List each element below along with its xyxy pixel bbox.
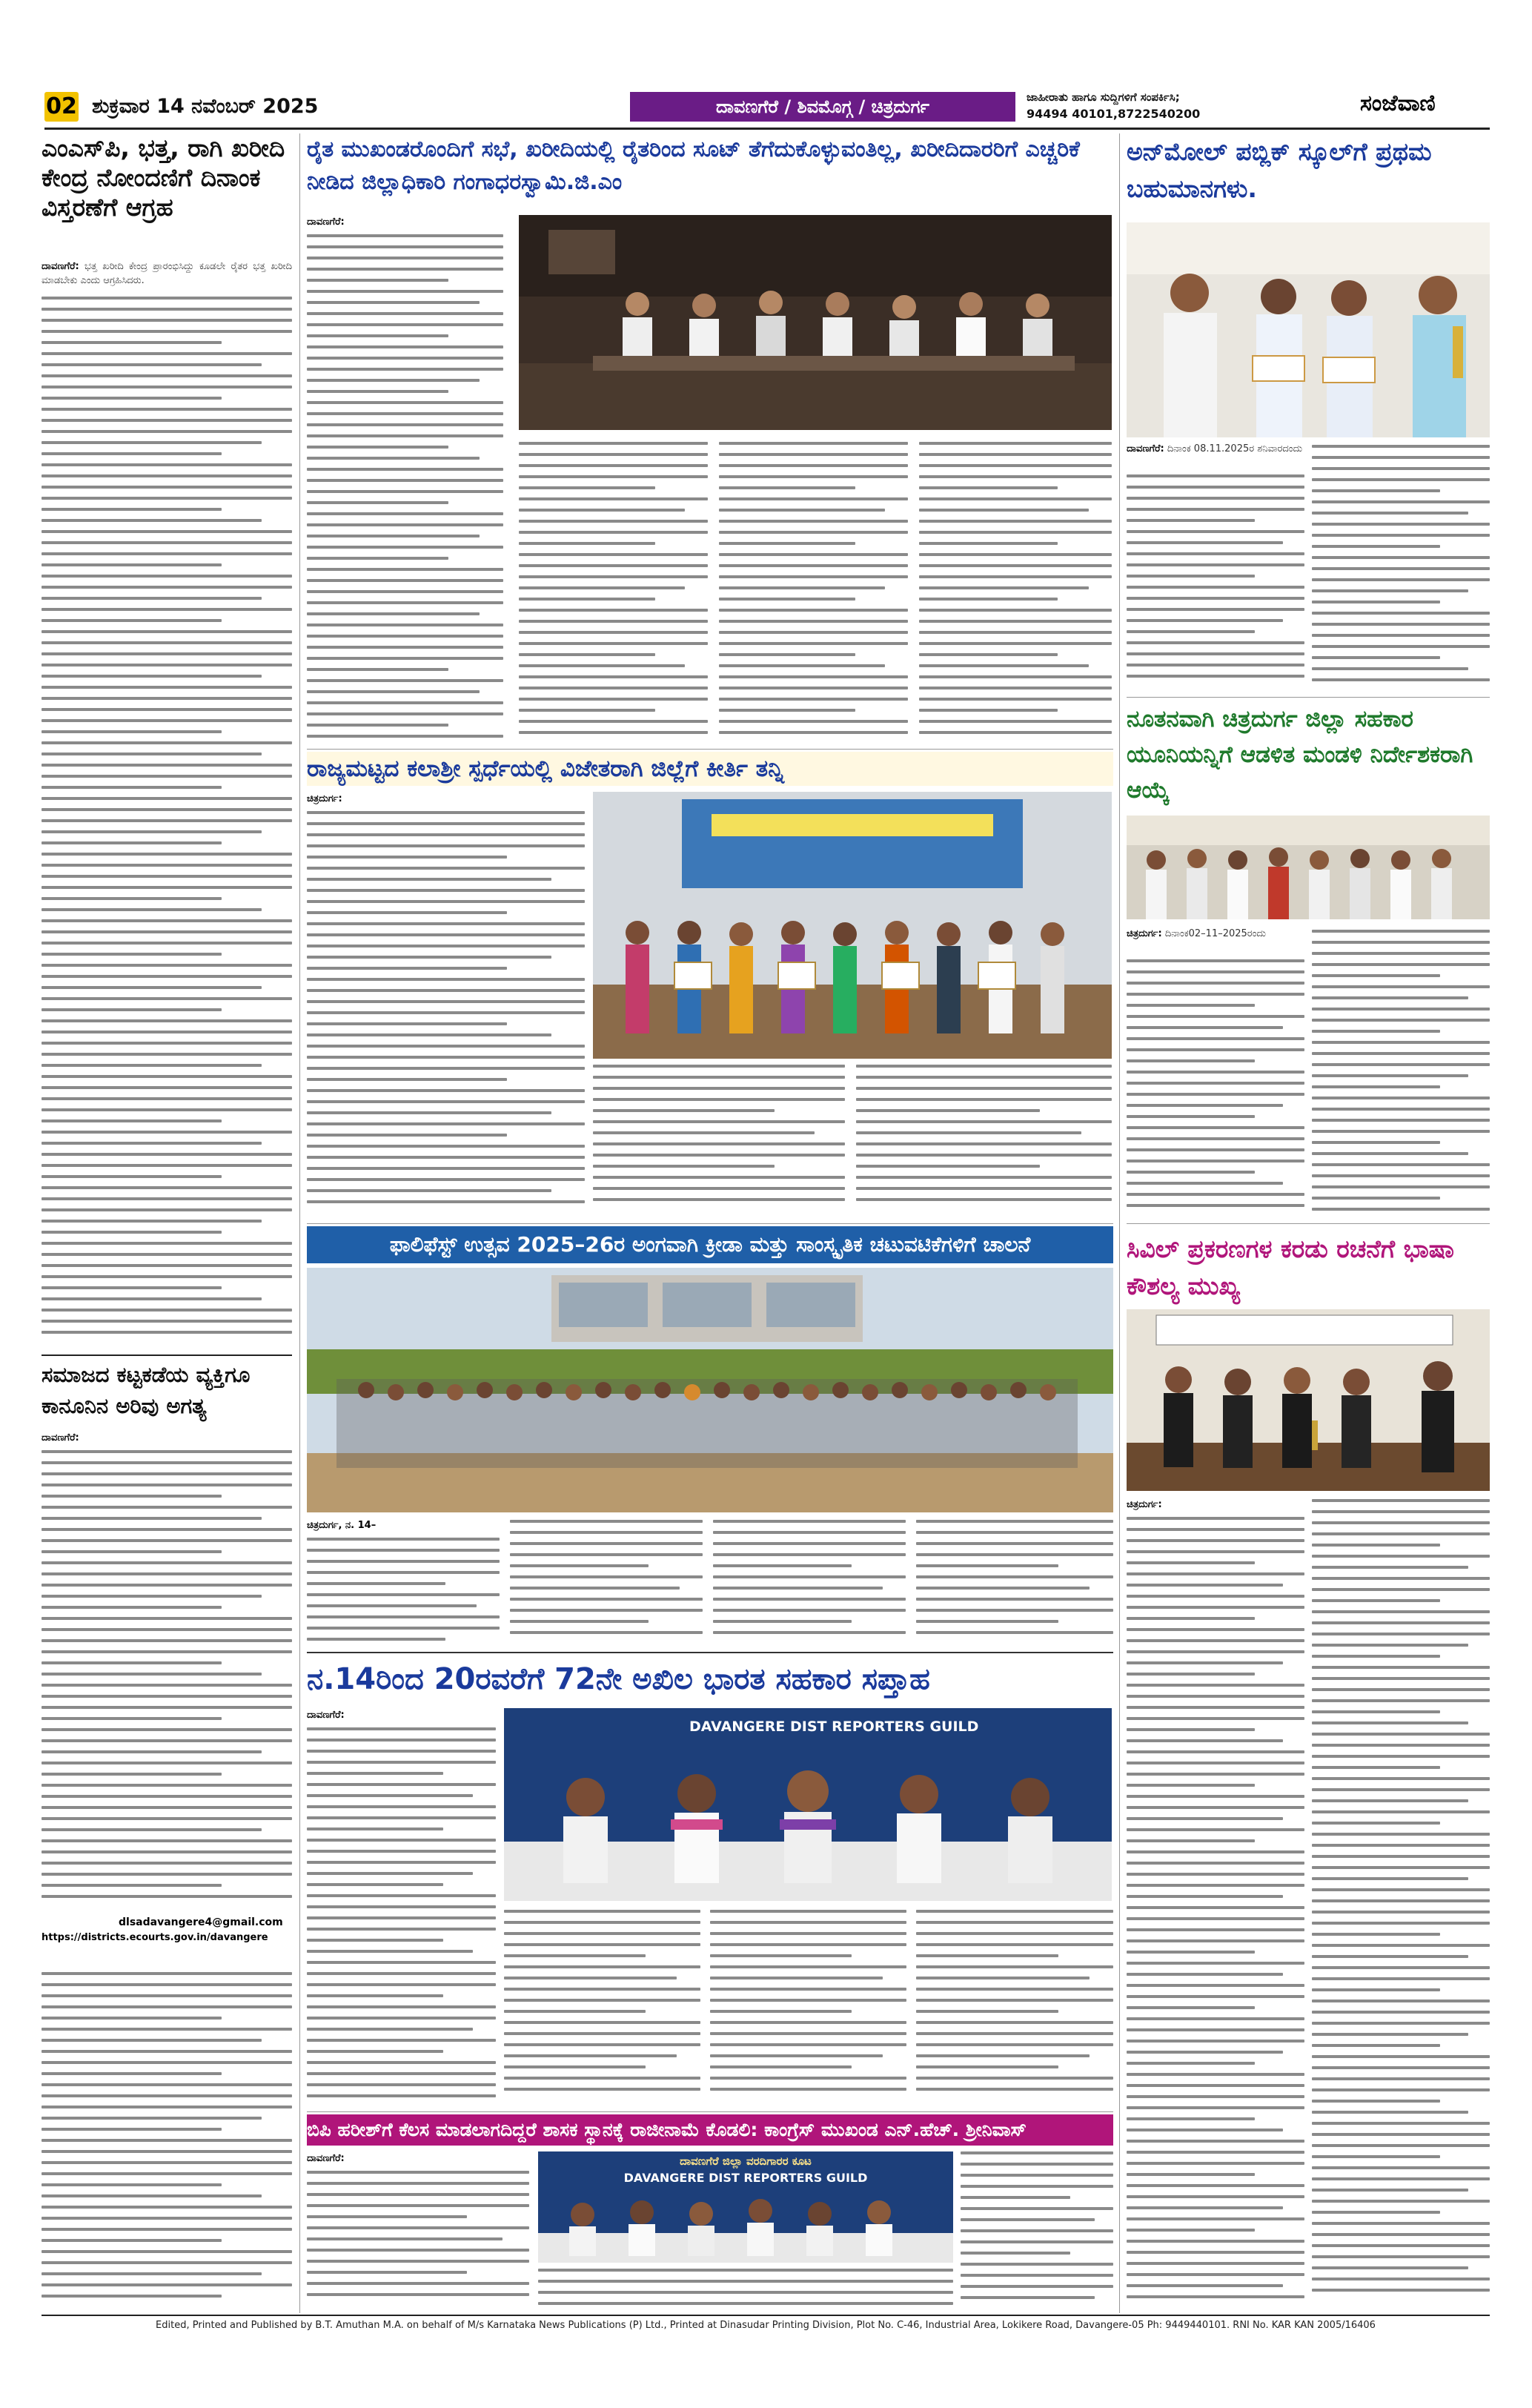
brand-logo: ಸಂಜೆವಾಣಿ [1360, 90, 1436, 116]
coop-week-col2-text [504, 1910, 700, 2106]
civil-dateline-text: ಚಿತ್ರದುರ್ಗ: [1127, 1499, 1162, 1510]
falifest-col1-text [307, 1538, 500, 1649]
headline-coop-week: ನ.14ರಿಂದ 20ರವರೆಗೆ 72ನೇ ಅಖಿಲ ಭಾರತ ಸಹಕಾರ ಸಪ್ತಾಹ [307, 1662, 930, 1696]
masthead [44, 90, 1490, 123]
col-rule-left [299, 133, 300, 2313]
col-rule-right-lower [1119, 1223, 1120, 2313]
headline-anmol: ಅನ್‌ಮೋಲ್ ಪಬ್ಲಿಕ್ ಸ್ಕೂಲ್‌ಗೆ ಪ್ರಥಮ ಬಹುಮಾನಗಳು. [1127, 137, 1432, 203]
edition-tag: ದಾವಣಗೆರೆ / ಶಿವಮೊಗ್ಗ / ಚಿತ್ರದುರ್ಗ [630, 92, 1015, 122]
falifest-dateline-text: ಚಿತ್ರದುರ್ಗ, ನ. 14– [307, 1520, 377, 1531]
falifest-photo [307, 1268, 1113, 1512]
coop-union-photo [1127, 816, 1490, 919]
kalashree-dateline [307, 792, 585, 807]
anmol-school-photo [1127, 222, 1490, 437]
coop-union-col2-text [1312, 930, 1490, 1219]
left-divider [42, 1354, 292, 1356]
kalashree-col1-text [307, 811, 585, 1219]
farmers-dateline-text: ದಾವಣಗೆರೆ: [307, 216, 345, 228]
congress-col3-text [538, 2269, 953, 2312]
coop-week-col4-text [916, 1910, 1113, 2106]
coop-union-lead-text: ದಿನಾಂಕ02–11–2025ರಂದು [1164, 928, 1266, 939]
kalashree-photo-image [593, 792, 1112, 1059]
legal-body-text-end [42, 1972, 292, 2313]
farmers-col4-text [919, 442, 1112, 746]
farmers-col2-text [519, 442, 708, 746]
congress-col2-text [961, 2151, 1113, 2312]
headline-congress: ಬಿಪಿ ಹರೀಶ್‌ಗೆ ಕೆಲಸ ಮಾಡಲಾಗದಿದ್ದರೆ ಶಾಸಕ ಸ್ಥಾನಕ್ಕೆ ರಾಜೀನಾಮೆ ಕೊಡಲಿ: ಕಾಂಗ್ರೆಸ್ ಮುಖಂಡ ಎನ್.ಹೆಚ್. ಶ್ರೀನಿವಾಸ್ [307, 2114, 1113, 2146]
msp-lead [42, 259, 292, 289]
headline-kalashree: ರಾಜ್ಯಮಟ್ಟದ ಕಲಾಶ್ರೀ ಸ್ಪರ್ಧೆಯಲ್ಲಿ ವಿಜೇತರಾಗಿ ಜಿಲ್ಲೆಗೆ ಕೀರ್ತಿ ತನ್ನಿ [307, 752, 1113, 786]
headline-coop-union: ನೂತನವಾಗಿ ಚಿತ್ರದುರ್ಗ ಜಿಲ್ಲಾ ಸಹಕಾರ ಯೂನಿಯನ್ನಿಗೆ ಆಡಳಿತ ಮಂಡಳಿ ನಿರ್ದೇಶಕರಾಗಿ ಆಯ್ಕೆ [1127, 706, 1473, 804]
page-number: 02 [44, 92, 79, 122]
coop-week-dateline-text: ದಾವಣಗೆರೆ: [307, 1710, 345, 1721]
falifest-col4-text [916, 1520, 1113, 1649]
congress-dateline-text: ದಾವಣಗೆರೆ: [307, 2153, 345, 2164]
kalashree-photo [593, 792, 1112, 1059]
center-divider-1 [307, 749, 1113, 750]
headline-civil: ಸಿವಿಲ್ ಪ್ರಕರಣಗಳ ಕರಡು ರಚನೆಗೆ ಭಾಷಾ ಕೌಶಲ್ಯ ಮುಖ್ಯ [1127, 1234, 1454, 1300]
legal-website-link[interactable]: https://districts.ecourts.gov.in/davangere [42, 1932, 268, 1943]
coop-week-dateline [307, 1708, 496, 1723]
center-divider-4 [307, 2111, 1113, 2112]
civil-col1-text [1127, 1517, 1304, 2310]
falifest-col3-text [713, 1520, 906, 1649]
congress-press-photo [538, 2151, 953, 2263]
civil-seminar-photo [1127, 1309, 1490, 1491]
right-divider-2 [1127, 1223, 1490, 1224]
col-rule-right [1119, 133, 1120, 1223]
congress-dateline [307, 2151, 529, 2166]
issue-date: ಶುಕ್ರವಾರ 14 ನವೆಂಬರ್ 2025 [92, 95, 319, 118]
reporters-guild-banner-en: DAVANGERE DIST REPORTERS GUILD [623, 2171, 868, 2185]
anmol-lead-text: ದಿನಾಂಕ 08.11.2025ರ ಶನಿವಾರದಂದು [1167, 443, 1303, 454]
right-divider-1 [1127, 697, 1490, 698]
farmers-dateline [307, 215, 503, 230]
msp-lead-text: ಭತ್ತ ಖರೀದಿ ಕೇಂದ್ರ ಪ್ರಾರಂಭಿಸಿದ್ದು ಕೂಡಲೇ ರೈತರ ಭತ್ತ ಖರೀದಿ ಮಾಡಬೇಕು ಎಂದು ಆಗ್ರಹಿಸಿದರು. [42, 261, 292, 286]
headline-msp: ಎಂಎಸ್‌ಪಿ, ಭತ್ತ, ರಾಗಿ ಖರೀದಿ ಕೇಂದ್ರ ನೋಂದಣಿಗೆ ದಿನಾಂಕ ವಿಸ್ತರಣೆಗೆ ಆಗ್ರಹ [42, 133, 285, 222]
coop-union-photo-image [1127, 816, 1490, 919]
farmers-meeting-photo [519, 215, 1112, 430]
kalashree-col2-text [593, 1065, 845, 1219]
imprint-line: Edited, Printed and Published by B.T. Amuthan M.A. on behalf of M/s Karnataka News Publications (P) Ltd., Printed at Dinasudar Printing Division, Plot No. C-46, Industrial Area, Lokikere Road, Davangere-05 Ph: 9449440101. RNI No. KAR KAN 2005/16406 [156, 2320, 1376, 2331]
reporters-guild-banner: DAVANGERE DIST REPORTERS GUILD [689, 1716, 926, 1738]
falifest-col2-text [510, 1520, 703, 1649]
center-divider-3 [307, 1652, 1113, 1653]
coop-union-lead [1127, 927, 1304, 956]
congress-photo-image [538, 2151, 953, 2263]
kalashree-col3-text [856, 1065, 1112, 1219]
legal-dateline [42, 1431, 292, 1446]
msp-body-text [42, 297, 292, 1349]
masthead-rule [44, 128, 1490, 130]
kalashree-dateline-text: ಚಿತ್ರದುರ್ಗ: [307, 793, 342, 804]
msp-dateline: ದಾವಣಗೆರೆ: [42, 261, 79, 272]
civil-photo-image [1127, 1309, 1490, 1491]
coop-union-col1-text [1127, 959, 1304, 1219]
coop-union-dateline: ಚಿತ್ರದುರ್ಗ: [1127, 928, 1162, 939]
farmers-col1-text [307, 234, 503, 746]
anmol-col2-text [1312, 445, 1490, 689]
falifest-photo-image [307, 1268, 1113, 1512]
coop-week-photo [504, 1708, 1112, 1901]
meeting-photo-image [519, 215, 1112, 430]
school-photo-image [1127, 222, 1490, 437]
congress-col1-text [307, 2171, 529, 2312]
anmol-dateline: ದಾವಣಗೆರೆ: [1127, 443, 1164, 454]
ad-contact-phone: 94494 40101,8722540200 [1027, 107, 1201, 121]
coop-week-col3-text [710, 1910, 906, 2106]
center-divider-2 [307, 1223, 1113, 1224]
coop-week-col1-text [307, 1727, 496, 2106]
headline-legal: ಸಮಾಜದ ಕಟ್ಟಕಡೆಯ ವ್ಯಕ್ತಿಗೂ ಕಾನೂನಿನ ಅರಿವು ಅಗತ್ಯ [42, 1362, 251, 1418]
falifest-dateline [307, 1518, 500, 1533]
civil-col2-text [1312, 1499, 1490, 2310]
farmers-col3-text [719, 442, 908, 746]
headline-falifest: ಫಾಲಿಫೆಸ್ಟ್ ಉತ್ಸವ 2025–26ರ ಅಂಗವಾಗಿ ಕ್ರೀಡಾ ಮತ್ತು ಸಾಂಸ್ಕೃತಿಕ ಚಟುವಟಿಕೆಗಳಿಗೆ ಚಾಲನೆ [307, 1226, 1113, 1263]
legal-body-text [42, 1450, 292, 1910]
reporters-guild-banner-kn: ದಾವಣಗೆರೆ ಜಿಲ್ಲಾ ವರದಿಗಾರರ ಕೂಟ [680, 2154, 812, 2168]
footer-rule [42, 2315, 1490, 2316]
legal-email-link[interactable]: dlsadavangere4@gmail.com [119, 1916, 283, 1928]
civil-dateline [1127, 1498, 1304, 1512]
anmol-lead [1127, 442, 1304, 472]
legal-dateline-text: ದಾವಣಗೆರೆ: [42, 1432, 79, 1443]
ad-contact-label: ಜಾಹೀರಾತು ಹಾಗೂ ಸುದ್ದಿಗಳಿಗೆ ಸಂಪರ್ಕಿಸಿ; [1027, 90, 1180, 104]
anmol-col1-text [1127, 474, 1304, 689]
headline-farmers: ರೈತ ಮುಖಂಡರೊಂದಿಗೆ ಸಭೆ, ಖರೀದಿಯಲ್ಲಿ ರೈತರಿಂದ ಸೂಟ್ ತೆಗೆದುಕೊಳ್ಳುವಂತಿಲ್ಲ, ಖರೀದಿದಾರರಿಗೆ ಎಚ್ಚರಿಕೆ ನೀಡಿದ ಜಿಲ್ಲಾಧಿಕಾರಿ ಗಂಗಾಧರಸ್ವಾಮಿ.ಜಿ.ಎಂ [307, 136, 1080, 195]
